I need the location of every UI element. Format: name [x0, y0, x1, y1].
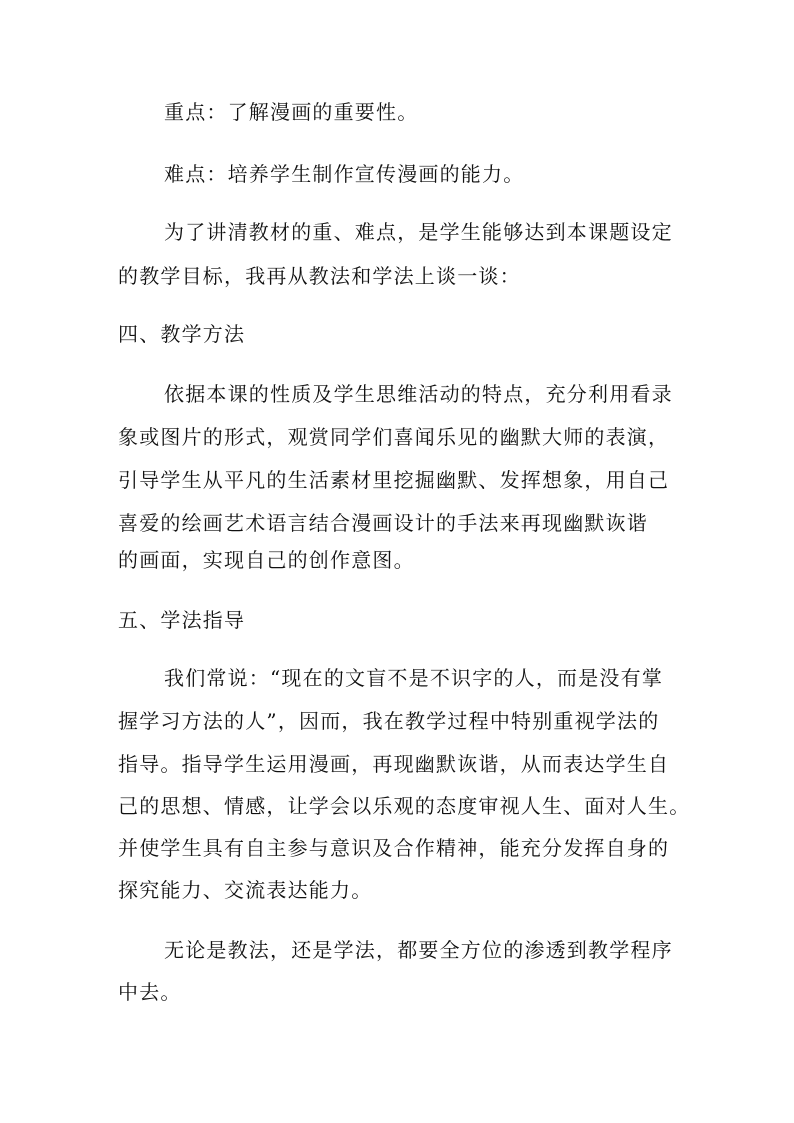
paragraph-line: 并使学生具有自主参与意识及合作精神，能充分发挥自身的 [118, 836, 670, 860]
paragraph-line: 握学习方法的人”，因而，我在教学过程中特别重视学法的 [118, 709, 660, 733]
paragraph-line: 我们常说：“现在的文盲不是不识字的人，而是没有掌 [164, 666, 664, 690]
paragraph-line: 己的思想、情感，让学会以乐观的态度审视人生、面对人生。 [118, 794, 691, 818]
section-heading-learning-guidance: 五、学法指导 [118, 608, 246, 632]
paragraph-line: 无论是教法，还是学法，都要全方位的渗透到教学程序 [164, 938, 673, 962]
paragraph-line: 的画面，实现自己的创作意图。 [118, 548, 415, 572]
paragraph-line: 喜爱的绘画艺术语言结合漫画设计的手法来再现幽默诙谐 [118, 511, 648, 535]
paragraph-line: 为了讲清教材的重、难点，是学生能够达到本课题设定 [164, 220, 673, 244]
paragraph-line: 象或图片的形式，观赏同学们喜闻乐见的幽默大师的表演， [118, 425, 670, 449]
section-heading-teaching-method: 四、教学方法 [118, 322, 246, 346]
paragraph-line: 中去。 [118, 980, 182, 1004]
paragraph-line: 指导。指导学生运用漫画，再现幽默诙谐，从而表达学生自 [118, 752, 670, 776]
key-point-line: 重点：了解漫画的重要性。 [164, 100, 419, 124]
paragraph-line: 的教学目标，我再从教法和学法上谈一谈： [118, 264, 521, 288]
difficulty-line: 难点：培养学生制作宣传漫画的能力。 [164, 162, 525, 186]
paragraph-line: 引导学生从平凡的生活素材里挖掘幽默、发挥想象，用自己 [118, 468, 670, 492]
paragraph-line: 探究能力、交流表达能力。 [118, 878, 373, 902]
paragraph-line: 依据本课的性质及学生思维活动的特点，充分利用看录 [164, 382, 673, 406]
